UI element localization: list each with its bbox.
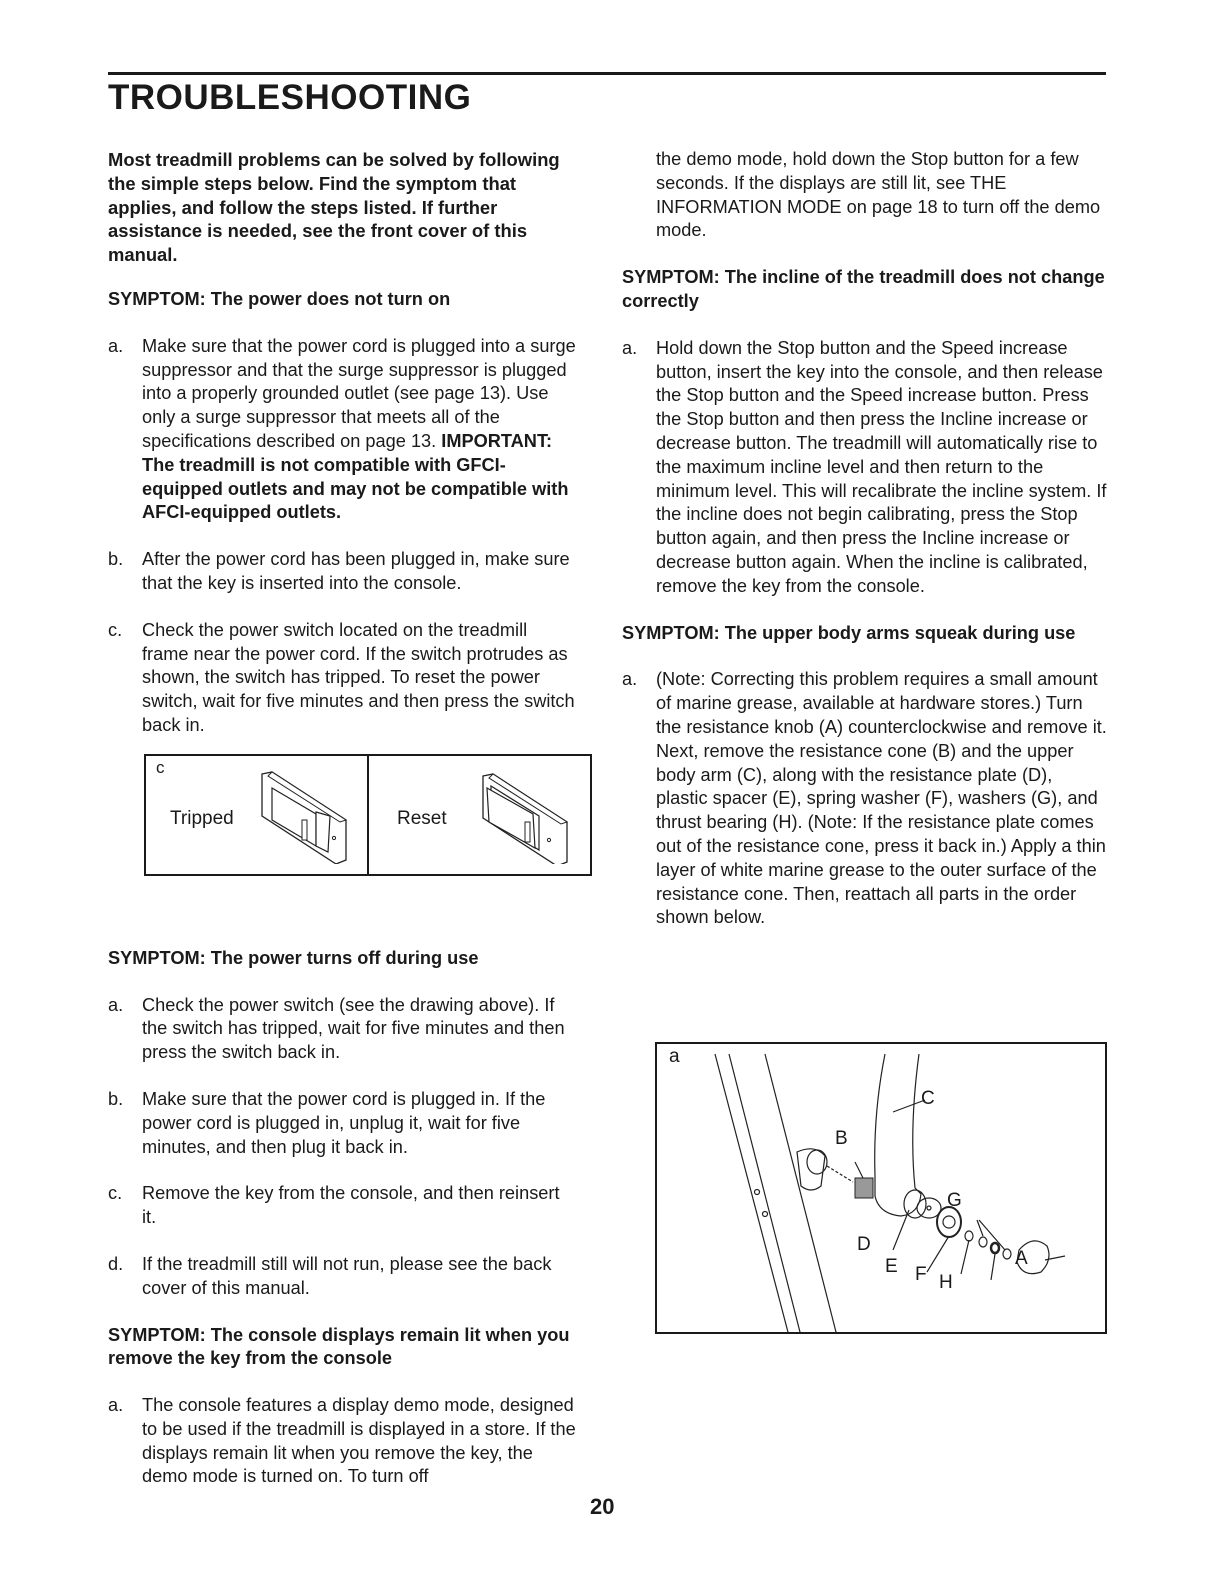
callout-h: H bbox=[939, 1272, 953, 1293]
callout-g: G bbox=[947, 1190, 962, 1211]
symptom-heading-arms-squeak: SYMPTOM: The upper body arms squeak during use bbox=[622, 622, 1076, 643]
step-text: Remove the key from the console, and then reinsert it. bbox=[142, 1183, 560, 1228]
reset-pane bbox=[367, 756, 590, 874]
step-item bbox=[108, 1394, 578, 1489]
step-item bbox=[108, 994, 578, 1065]
step-item bbox=[108, 335, 578, 525]
step-item bbox=[108, 548, 578, 596]
step-text: Check the power switch (see the drawing above). If the switch has tripped, wait for five minutes and then press the switch back in. bbox=[142, 994, 565, 1063]
step-text: (Note: Correcting this problem requires a small amount of marine grease, available at hardware stores.) Turn the resistance knob (A) counterclockwise and remove it. Next, remove the resistance cone (B) and the upper body arm (C), along with the resistance plate (D), plastic spacer (E), spring washer (F), washers (G), and thrust bearing (H). (Note: If the resistance plate comes out of the resistance cone, press it back in.) Apply a thin layer of white marine grease to the outer surface of the resistance cone. Then, reattach all parts in the order shown below. bbox=[656, 669, 1107, 928]
step-text: Check the power switch located on the treadmill frame near the power cord. If the switch protrudes as shown, the switch has tripped. To reset the power switch, wait for five minutes and then press the switch back in. bbox=[142, 619, 575, 735]
important-note: IMPORTANT: The treadmill is not compatible with GFCI-equipped outlets and may not be compatible with AFCI-equipped outlets. bbox=[142, 430, 569, 523]
step-letter: a. bbox=[622, 669, 638, 690]
step-item bbox=[108, 619, 578, 738]
page-number: 20 bbox=[590, 1494, 615, 1519]
callout-f: F bbox=[915, 1264, 927, 1285]
step-text: After the power cord has been plugged in, make sure that the key is inserted into the console. bbox=[142, 549, 570, 593]
reset-switch-icon bbox=[477, 764, 577, 864]
step-letter: a. bbox=[108, 1395, 124, 1416]
power-switch-figure bbox=[144, 754, 592, 876]
step-letter: b. bbox=[108, 1088, 124, 1109]
intro-paragraph: Most treadmill problems can be solved by following the simple steps below. Find the symptom that applies, and follow the steps listed. If further assistance is needed, see the front cover of this manual. bbox=[108, 149, 560, 266]
step-text: Make sure that the power cord is plugged into a surge suppressor and that the surge suppressor is plugged into a properly grounded outlet (see page 13). Use only a surge suppressor that meets all of the specifications described on page 13. IMPORTANT: The treadmill is not compatible with GFCI-equipped outlets and may not be compatible with AFCI-equipped outlets. bbox=[142, 335, 576, 523]
figure-label: c bbox=[156, 758, 165, 777]
step-item bbox=[108, 1253, 578, 1301]
right-column bbox=[622, 148, 1108, 953]
step-text: If the treadmill still will not run, please see the back cover of this manual. bbox=[142, 1253, 552, 1298]
step-letter: d. bbox=[108, 1253, 124, 1274]
step-letter: b. bbox=[108, 549, 124, 570]
title-rule bbox=[108, 72, 1106, 75]
step-letter: a. bbox=[622, 337, 638, 358]
reset-label: Reset bbox=[397, 808, 447, 829]
continued-text: the demo mode, hold down the Stop button for a few seconds. If the displays are still lit, see THE INFORMATION MODE on page 18 to turn off the demo mode. bbox=[656, 149, 1101, 241]
tripped-label: Tripped bbox=[170, 808, 234, 829]
step-letter: c. bbox=[108, 1183, 123, 1204]
callout-d: D bbox=[857, 1234, 871, 1255]
callout-a: A bbox=[1015, 1248, 1028, 1269]
upper-body-arm-figure bbox=[655, 1042, 1107, 1334]
step-item bbox=[622, 668, 1108, 930]
step-item bbox=[108, 1088, 578, 1159]
step-text: The console features a display demo mode, designed to be used if the treadmill is displayed in a store. If the displays remain lit when you remove the key, the demo mode is turned on. To turn off bbox=[142, 1395, 576, 1487]
page-title: TROUBLESHOOTING bbox=[108, 78, 472, 117]
figure-label: a bbox=[669, 1046, 680, 1067]
symptom-heading-power-not-on: SYMPTOM: The power does not turn on bbox=[108, 288, 451, 309]
tripped-pane bbox=[146, 756, 367, 874]
callout-e: E bbox=[885, 1256, 898, 1277]
callout-c: C bbox=[921, 1088, 935, 1109]
tripped-switch-icon bbox=[256, 764, 356, 864]
step-text: Make sure that the power cord is plugged in. If the power cord is plugged in, unplug it, wait for five minutes, and then plug it back in. bbox=[142, 1088, 546, 1157]
callout-b: B bbox=[835, 1128, 848, 1149]
symptom-heading-power-off-during-use: SYMPTOM: The power turns off during use bbox=[108, 947, 479, 968]
step-letter: a. bbox=[108, 994, 124, 1015]
symptom-heading-displays-remain-lit: SYMPTOM: The console displays remain lit when you remove the key from the console bbox=[108, 1324, 570, 1369]
symptom-heading-incline: SYMPTOM: The incline of the treadmill does not change correctly bbox=[622, 267, 1105, 311]
arm-assembly-diagram bbox=[657, 1044, 1107, 1334]
step-text: Hold down the Stop button and the Speed increase button, insert the key into the console, and then release the Stop button and the Speed increase button. Press the Stop button and then press the Incline increase or decrease button. The treadmill will automatically rise to the maximum incline level and then return to the minimum level. This will recalibrate the incline system. If the incline does not begin calibrating, press the Stop button again, and then press the Incline increase or decrease button again. When the incline is calibrated, remove the key from the console. bbox=[656, 337, 1107, 596]
step-letter: a. bbox=[108, 335, 124, 356]
step-item bbox=[622, 337, 1108, 599]
step-letter: c. bbox=[108, 619, 123, 640]
step-item bbox=[108, 1182, 578, 1230]
